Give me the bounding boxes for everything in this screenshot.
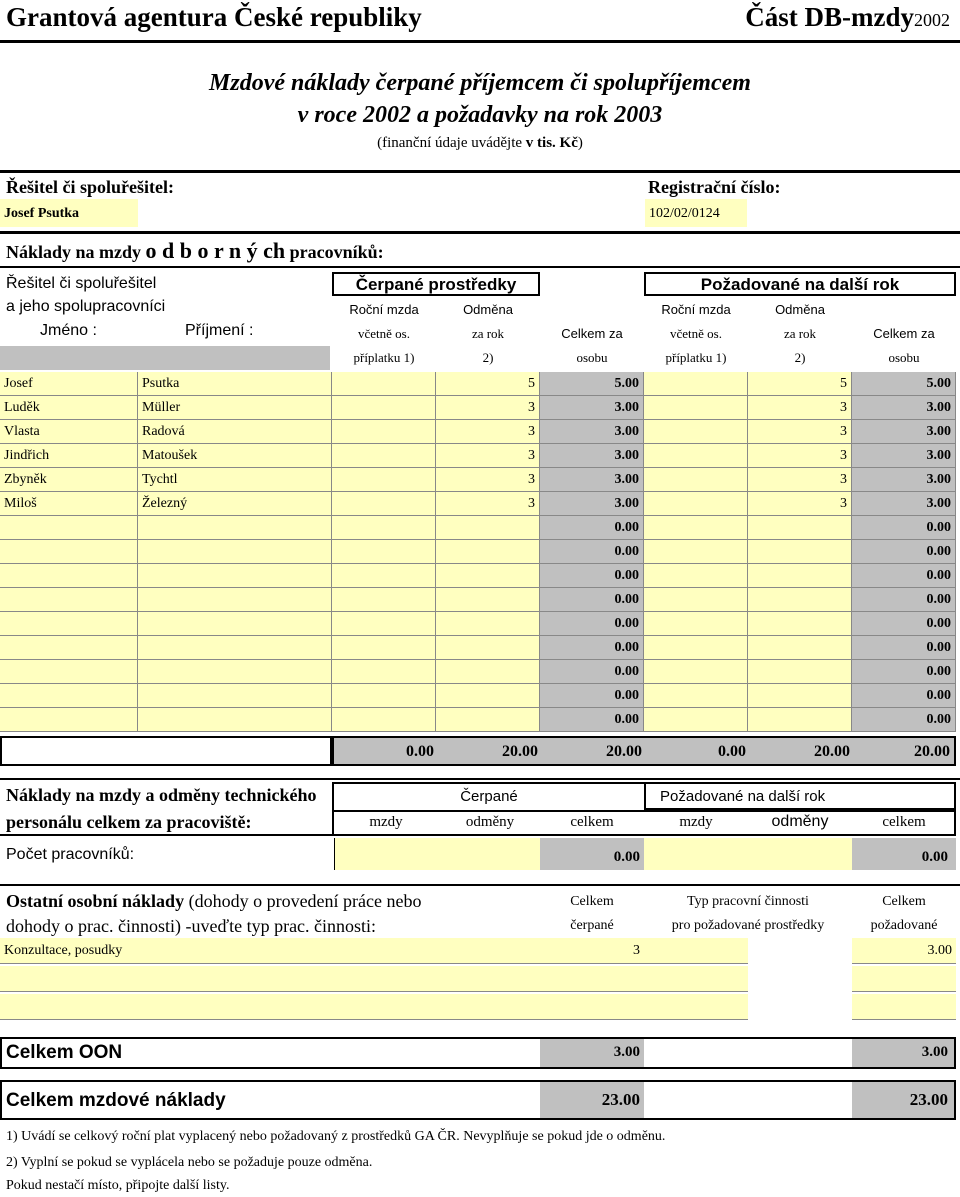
drawn-total-cell: 5.00 [540, 372, 644, 396]
drawn-reward-cell[interactable]: 3 [436, 420, 540, 444]
req-reward-cell[interactable] [748, 684, 852, 708]
first-name-cell[interactable]: Miloš [0, 492, 138, 516]
drawn-reward-cell[interactable]: 3 [436, 468, 540, 492]
oon-type-header-2: pro požadované prostředky [671, 918, 825, 933]
drawn-reward-header-3: 2) [482, 350, 494, 365]
drawn-reward-header-1: Odměna [463, 302, 513, 317]
form-part-title [745, 2, 950, 33]
last-name-cell[interactable] [138, 540, 332, 564]
tech-req-total: 0.00 [921, 849, 948, 865]
drawn-total-cell: 3.00 [540, 444, 644, 468]
req-reward-cell[interactable] [748, 564, 852, 588]
drawn-total-cell: 0.00 [540, 684, 644, 708]
drawn-total-cell: 0.00 [540, 588, 644, 612]
req-salary-cell[interactable] [644, 564, 748, 588]
req-salary-header-3: příplatku 1) [665, 350, 727, 365]
req-total-cell: 0.00 [852, 708, 956, 732]
page-title-line2: v roce 2002 a požadavky na rok 2003 [297, 102, 663, 128]
total-drawn-reward: 20.00 [502, 743, 538, 760]
oon-requested-cell[interactable] [852, 994, 956, 1020]
professional-staff-heading [6, 238, 384, 264]
drawn-header-box [332, 272, 540, 296]
tech-req-inputs[interactable] [644, 838, 852, 870]
req-reward-cell[interactable] [748, 636, 852, 660]
requested-header-box [644, 272, 956, 296]
total-req-total: 20.00 [914, 743, 950, 760]
totals-row [332, 736, 956, 766]
req-reward-cell[interactable]: 3 [748, 396, 852, 420]
drawn-salary-cell[interactable] [332, 588, 436, 612]
oon-drawn-header-2: čerpané [570, 918, 614, 933]
tech-drawn-salary-col: mzdy [369, 814, 403, 830]
req-total-cell: 3.00 [852, 444, 956, 468]
oon-total-requested: 3.00 [921, 1044, 948, 1060]
tech-drawn-reward-col: odměny [465, 814, 515, 830]
oon-activity-cell[interactable] [0, 994, 540, 1020]
footnote-3: Pokud nestačí místo, připojte další listy. [6, 1178, 230, 1193]
req-reward-header-2: za rok [783, 326, 817, 341]
last-name-cell[interactable] [138, 684, 332, 708]
first-name-cell[interactable] [0, 684, 138, 708]
req-reward-cell[interactable]: 3 [748, 468, 852, 492]
req-total-header-2: osobu [888, 350, 920, 365]
first-name-cell[interactable] [0, 636, 138, 660]
heading-suffix: pracovníků: [285, 242, 384, 262]
drawn-total-cell: 0.00 [540, 564, 644, 588]
req-salary-cell[interactable] [644, 684, 748, 708]
tech-drawn-total-col: celkem [570, 814, 614, 830]
last-name-header: Příjmení : [185, 322, 254, 339]
total-drawn-salary: 0.00 [406, 743, 434, 760]
oon-activity-cell[interactable]: Konzultace, posudky [0, 938, 540, 964]
tech-drawn-total: 0.00 [613, 849, 640, 865]
other-costs-heading-rest: (dohody o provedení práce nebo [184, 891, 422, 911]
drawn-reward-cell[interactable] [436, 636, 540, 660]
drawn-salary-header-3: příplatku 1) [353, 350, 415, 365]
req-salary-cell[interactable] [644, 660, 748, 684]
first-name-cell[interactable] [0, 588, 138, 612]
drawn-salary-cell[interactable] [332, 612, 436, 636]
req-salary-header-2: včetně os. [670, 326, 722, 341]
drawn-reward-cell[interactable]: 3 [436, 396, 540, 420]
grand-total-requested: 23.00 [909, 1090, 948, 1109]
tech-staff-heading-1: Náklady na mzdy a odměny technického [6, 785, 317, 805]
header-rule [0, 40, 960, 43]
tech-req-header-box [644, 782, 956, 810]
last-name-cell[interactable] [138, 636, 332, 660]
drawn-reward-cell[interactable] [436, 708, 540, 732]
first-name-cell[interactable] [0, 660, 138, 684]
drawn-reward-cell[interactable] [436, 564, 540, 588]
person-col-header-2: a jeho spolupracovníci [6, 298, 166, 315]
tech-req-reward-col: odměny [771, 813, 829, 830]
drawn-total-cell: 3.00 [540, 420, 644, 444]
req-salary-cell[interactable] [644, 588, 748, 612]
drawn-header: Čerpané prostředky [355, 275, 517, 294]
heading-prefix: Náklady na mzdy [6, 242, 146, 262]
req-salary-cell[interactable] [644, 492, 748, 516]
last-name-cell[interactable] [138, 660, 332, 684]
first-name-cell[interactable] [0, 612, 138, 636]
oon-req-type-cell[interactable] [644, 994, 748, 1020]
first-name-header: Jméno : [40, 322, 97, 339]
req-reward-cell[interactable] [748, 540, 852, 564]
req-reward-cell[interactable] [748, 708, 852, 732]
drawn-salary-cell[interactable] [332, 660, 436, 684]
drawn-salary-cell[interactable] [332, 564, 436, 588]
req-salary-cell[interactable] [644, 420, 748, 444]
req-total-cell: 3.00 [852, 420, 956, 444]
subtitle-suffix: ) [577, 135, 583, 151]
tech-req-total-col: celkem [882, 814, 926, 830]
registration-value: 102/02/0124 [649, 206, 720, 221]
req-salary-cell[interactable] [644, 372, 748, 396]
drawn-salary-cell[interactable] [332, 516, 436, 540]
first-name-cell[interactable] [0, 708, 138, 732]
req-total-cell: 0.00 [852, 588, 956, 612]
last-name-cell[interactable] [138, 516, 332, 540]
drawn-reward-cell[interactable] [436, 516, 540, 540]
person-col-header-1: Řešitel či spoluřešitel [6, 275, 157, 292]
drawn-total-cell: 0.00 [540, 660, 644, 684]
tech-drawn-inputs[interactable] [334, 838, 540, 870]
heading-spaced: o d b o r n ý ch [145, 238, 286, 263]
oon-req-type-cell[interactable] [644, 966, 748, 992]
subtitle-unit: v tis. Kč [525, 135, 578, 151]
first-name-cell[interactable]: Zbyněk [0, 468, 138, 492]
req-reward-cell[interactable] [748, 660, 852, 684]
req-total-cell: 0.00 [852, 612, 956, 636]
drawn-total-cell: 3.00 [540, 492, 644, 516]
oon-activity-cell[interactable] [0, 966, 540, 992]
section-rule-mid [0, 231, 960, 234]
oon-req-type-cell[interactable] [644, 938, 748, 964]
footnote-1: 1) Uvádí se celkový roční plat vyplacený nebo požadovaný z prostředků GA ČR. Nevyplňuje se pokud jde o odměnu. [6, 1129, 666, 1144]
req-total-header-1: Celkem za [873, 326, 935, 341]
req-reward-cell[interactable] [748, 516, 852, 540]
first-name-cell[interactable] [0, 540, 138, 564]
oon-type-header-1: Typ pracovní činnosti [687, 894, 809, 909]
page-subtitle [0, 135, 960, 152]
investigator-value: Josef Psutka [4, 206, 80, 221]
drawn-reward-cell[interactable] [436, 540, 540, 564]
oon-total-row [0, 1037, 956, 1069]
drawn-total-cell: 0.00 [540, 708, 644, 732]
req-total-cell: 0.00 [852, 660, 956, 684]
req-total-cell: 5.00 [852, 372, 956, 396]
oon-requested-cell[interactable] [852, 966, 956, 992]
req-reward-cell[interactable] [748, 612, 852, 636]
grand-total-req-box [852, 1082, 954, 1118]
oon-total-drawn-box [540, 1039, 644, 1067]
req-reward-header-1: Odměna [775, 302, 825, 317]
agency-title: Grantová agentura České republiky [6, 2, 422, 32]
form-part-label: Část DB-mzdy [745, 2, 914, 32]
req-salary-cell[interactable] [644, 444, 748, 468]
req-salary-cell[interactable] [644, 468, 748, 492]
tech-req-total-box [852, 838, 956, 870]
req-salary-cell[interactable] [644, 636, 748, 660]
investigator-label: Řešitel či spoluřešitel: [6, 177, 174, 197]
other-costs-heading-1 [6, 891, 422, 912]
drawn-total-header-2: osobu [576, 350, 608, 365]
last-name-cell[interactable]: Radová [138, 420, 332, 444]
drawn-salary-header-2: včetně os. [358, 326, 410, 341]
section2-rule [0, 778, 960, 780]
req-total-cell: 0.00 [852, 564, 956, 588]
oon-drawn-header-1: Celkem [570, 894, 614, 909]
registration-label: Registrační číslo: [648, 177, 781, 197]
drawn-salary-cell[interactable] [332, 420, 436, 444]
tech-req-salary-col: mzdy [679, 814, 713, 830]
name-header-shade [0, 346, 330, 370]
section3-rule [0, 884, 960, 886]
drawn-total-cell: 0.00 [540, 516, 644, 540]
drawn-salary-cell[interactable] [332, 492, 436, 516]
total-req-reward: 20.00 [814, 743, 850, 760]
req-total-cell: 3.00 [852, 396, 956, 420]
drawn-total-cell: 0.00 [540, 636, 644, 660]
other-costs-heading-bold: Ostatní osobní náklady [6, 891, 185, 911]
tech-req-header: Požadované na další rok [660, 788, 826, 805]
req-salary-cell[interactable] [644, 396, 748, 420]
tech-drawn-header: Čerpané [460, 788, 518, 805]
drawn-salary-cell[interactable] [332, 444, 436, 468]
drawn-reward-cell[interactable]: 3 [436, 444, 540, 468]
drawn-total-cell: 3.00 [540, 396, 644, 420]
drawn-salary-cell[interactable] [332, 636, 436, 660]
drawn-total-cell: 0.00 [540, 540, 644, 564]
grand-total-row [0, 1080, 956, 1120]
last-name-cell[interactable] [138, 588, 332, 612]
last-name-cell[interactable] [138, 708, 332, 732]
first-name-cell[interactable] [0, 516, 138, 540]
req-total-cell: 0.00 [852, 684, 956, 708]
drawn-salary-cell[interactable] [332, 708, 436, 732]
req-salary-cell[interactable] [644, 708, 748, 732]
total-req-salary: 0.00 [718, 743, 746, 760]
req-total-cell: 0.00 [852, 540, 956, 564]
req-total-cell: 3.00 [852, 492, 956, 516]
first-name-cell[interactable]: Jindřich [0, 444, 138, 468]
grand-total-drawn-box [540, 1082, 644, 1118]
req-reward-cell[interactable]: 5 [748, 372, 852, 396]
section-rule-top [0, 170, 960, 173]
drawn-reward-cell[interactable] [436, 612, 540, 636]
last-name-cell[interactable]: Müller [138, 396, 332, 420]
req-reward-cell[interactable]: 3 [748, 420, 852, 444]
req-salary-cell[interactable] [644, 540, 748, 564]
last-name-cell[interactable]: Tychtl [138, 468, 332, 492]
oon-drawn-cell[interactable] [540, 994, 644, 1020]
last-name-cell[interactable]: Matoušek [138, 444, 332, 468]
drawn-reward-header-2: za rok [471, 326, 505, 341]
worker-count-label: Počet pracovníků: [6, 846, 135, 863]
grand-total-label: Celkem mzdové náklady [6, 1090, 226, 1111]
drawn-salary-cell[interactable] [332, 396, 436, 420]
req-reward-cell[interactable] [748, 588, 852, 612]
oon-req-header-1: Celkem [882, 894, 926, 909]
drawn-reward-cell[interactable]: 3 [436, 492, 540, 516]
last-name-cell[interactable] [138, 612, 332, 636]
investigator-field[interactable] [0, 199, 138, 227]
requested-header: Požadované na další rok [700, 275, 900, 294]
tech-drawn-total-box [540, 838, 644, 870]
drawn-reward-cell[interactable] [436, 588, 540, 612]
drawn-reward-cell[interactable] [436, 684, 540, 708]
drawn-salary-header-1: Roční mzda [349, 302, 419, 317]
req-salary-cell[interactable] [644, 516, 748, 540]
oon-req-header-2: požadované [870, 918, 938, 933]
req-total-cell: 0.00 [852, 636, 956, 660]
oon-total-req-box [852, 1039, 954, 1067]
section1-rule [0, 266, 960, 268]
totals-label-box [0, 736, 332, 766]
tech-staff-heading-2: personálu celkem za pracoviště: [6, 812, 252, 832]
drawn-reward-cell[interactable]: 5 [436, 372, 540, 396]
req-salary-cell[interactable] [644, 612, 748, 636]
drawn-total-cell: 0.00 [540, 612, 644, 636]
oon-drawn-cell[interactable] [540, 966, 644, 992]
grand-total-drawn: 23.00 [601, 1090, 640, 1109]
first-name-cell[interactable]: Josef [0, 372, 138, 396]
req-reward-cell[interactable]: 3 [748, 444, 852, 468]
drawn-salary-cell[interactable] [332, 540, 436, 564]
req-total-cell: 3.00 [852, 468, 956, 492]
drawn-reward-cell[interactable] [436, 660, 540, 684]
drawn-salary-cell[interactable] [332, 468, 436, 492]
first-name-cell[interactable]: Luděk [0, 396, 138, 420]
last-name-cell[interactable]: Železný [138, 492, 332, 516]
oon-drawn-cell[interactable]: 3 [540, 938, 644, 964]
form-part-year: 2002 [914, 10, 950, 30]
oon-total-label: Celkem OON [6, 1042, 123, 1063]
oon-total-drawn: 3.00 [613, 1044, 640, 1060]
drawn-salary-cell[interactable] [332, 372, 436, 396]
req-salary-header-1: Roční mzda [661, 302, 731, 317]
drawn-salary-cell[interactable] [332, 684, 436, 708]
footnote-2: 2) Vyplní se pokud se vyplácela nebo se požaduje pouze odměna. [6, 1155, 373, 1170]
subtitle-prefix: (finanční údaje uvádějte [377, 135, 526, 151]
first-name-cell[interactable]: Vlasta [0, 420, 138, 444]
registration-field[interactable] [645, 199, 747, 227]
total-drawn-total: 20.00 [606, 743, 642, 760]
other-costs-heading-2: dohody o prac. činnosti) -uveďte typ prac. činnosti: [6, 916, 377, 936]
oon-requested-cell[interactable]: 3.00 [852, 938, 956, 964]
drawn-total-header-1: Celkem za [561, 326, 623, 341]
drawn-total-cell: 3.00 [540, 468, 644, 492]
last-name-cell[interactable] [138, 564, 332, 588]
req-reward-header-3: 2) [794, 350, 806, 365]
page-title-line1: Mzdové náklady čerpané příjemcem či spolupříjemcem [209, 70, 751, 96]
req-total-cell: 0.00 [852, 516, 956, 540]
first-name-cell[interactable] [0, 564, 138, 588]
last-name-cell[interactable]: Psutka [138, 372, 332, 396]
req-reward-cell[interactable]: 3 [748, 492, 852, 516]
tech-drawn-header-box [334, 782, 644, 810]
